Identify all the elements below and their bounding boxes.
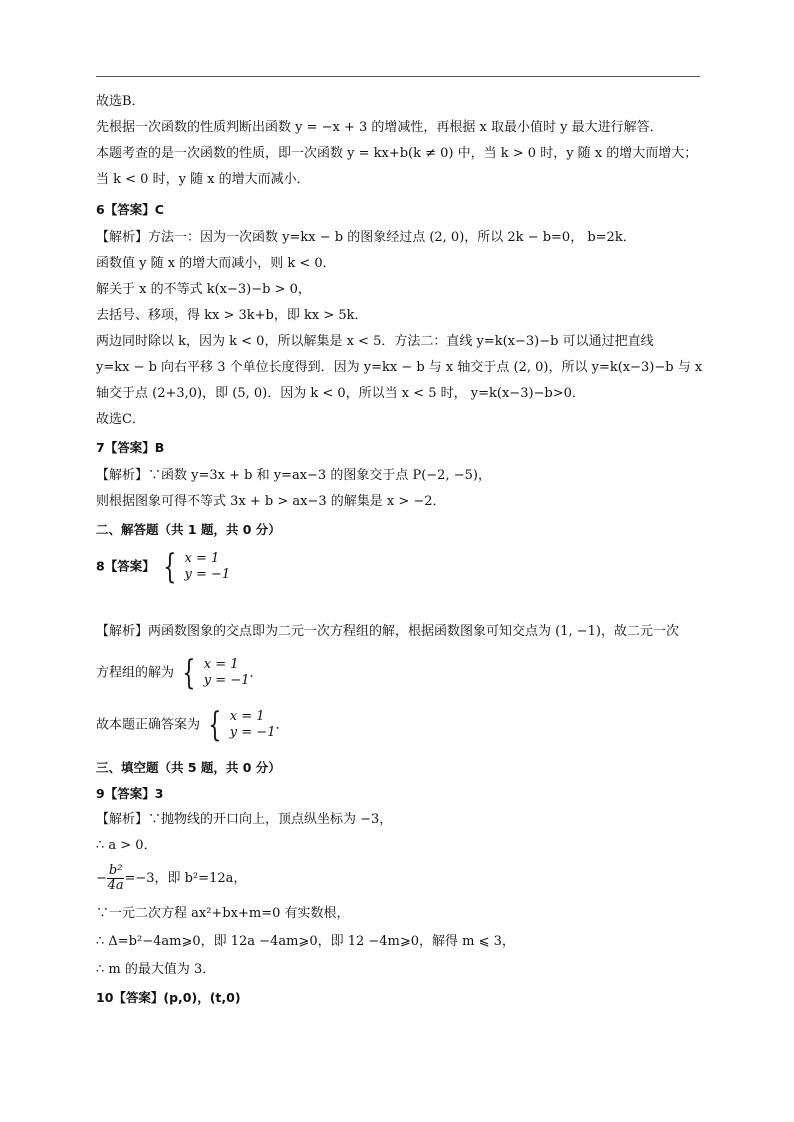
equation-row: x = 1 [184,551,220,566]
equation-system: { x = 1 y = −1 [208,705,276,745]
answer-heading-6: 6【答案】C [96,202,164,217]
fraction-line: − $\frac{\text{b²}}{4a}$ =−3，即 b²=12a， [96,863,247,893]
equation-row: y = −1 [203,673,250,688]
text-line: ∴ Δ=b²−4am⩾0，即 12a −4am⩾0，即 12 −4m⩾0，解得 m ⩽ 3， [96,934,515,949]
text-line: 函数值 y 随 x 的增大而减小，则 k < 0． [96,256,336,271]
text-line: 【解析】两函数图象的交点即为二元一次方程组的解，根据函数图象可知交点为 (1, −1)，故二元一次 [96,624,679,639]
section-heading-2: 二、解答题（共 1 题，共 0 分） [96,522,281,537]
text-line: y=kx − b 向右平移 3 个单位长度得到．因为 y=kx − b 与 x 轴交于点 (2, 0)，所以 y=k(x−3)−b 与 x [96,360,703,375]
answer-heading-10: 10【答案】(p,0)，(t,0) [96,990,241,1005]
fraction-denominator: 4a [107,878,124,893]
fraction [107,864,125,893]
text-line: 解关于 x 的不等式 k(x−3)−b > 0， [96,282,311,297]
text-line: 【解析】∵函数 y=3x + b 和 y=ax−3 的图象交于点 P(−2, −5)， [96,468,491,483]
text-line: 先根据一次函数的性质判断出函数 y = −x + 3 的增减性，再根据 x 取最小值时 y 最大进行解答． [96,120,663,135]
fraction-numerator: b² [108,863,123,878]
equation-row: x = 1 [229,709,265,724]
header-rule [96,76,700,77]
text-line: 【解析】方法一：因为一次函数 y=kx − b 的图象经过点 (2, 0)，所以 2k − b=0， b=2k． [96,230,636,245]
text-span: 故本题正确答案为 [96,717,201,733]
equation-system: { x = 1 y = −1 [163,547,231,587]
answer-heading-9: 9【答案】3 [96,786,164,801]
text-line: 本题考查的是一次函数的性质，即一次函数 y = kx+b(k ≠ 0) 中，当 k > 0 时，y 随 x 的增大而增大； [96,146,698,161]
text-line: ∵一元二次方程 ax²+bx+m=0 有实数根， [96,906,350,921]
text-span: 方程组的解为 [96,665,175,681]
equation-system: { x = 1 y = −1 [182,653,250,693]
equation-row: y = −1 [229,725,276,740]
text-line: 【解析】∵抛物线的开口向上，顶点纵坐标为 −3， [96,812,393,827]
equation-row: x = 1 [203,657,239,672]
answer-8-row [96,547,231,587]
text-line: 去括号、移项，得 kx > 3k+b，即 kx > 5k． [96,308,368,323]
equation-row: y = −1 [184,567,231,582]
text-line: 轴交于点 (2+3,0)，即 (5, 0)．因为 k < 0，所以当 x < 5 时， y=k(x−3)−b>0． [96,386,585,401]
text-line: 故选C． [96,412,145,427]
text-line: 则根据图象可得不等式 3x + b > ax−3 的解集是 x > −2． [96,494,446,509]
answer-8-final: 故本题正确答案为 { x = 1 y = −1 ． [96,705,289,745]
answer-8-solution: 方程组的解为 { x = 1 y = −1 ． [96,653,263,693]
text-line: 故选B． [96,94,145,109]
text-line: 当 k < 0 时，y 随 x 的增大而减小． [96,172,310,187]
answer-heading-8: 8【答案】 [96,558,155,574]
text-line: ∴ m 的最大值为 3． [96,962,216,977]
section-heading-3: 三、填空题（共 5 题，共 0 分） [96,760,281,775]
text-line: ∴ a > 0． [96,838,157,853]
text-line: 两边同时除以 k，因为 k < 0，所以解集是 x < 5．方法二：直线 y=k(x−3)−b 可以通过把直线 [96,334,654,349]
text-span: =−3，即 b²=12a， [124,871,247,886]
answer-heading-7: 7【答案】B [96,440,165,455]
